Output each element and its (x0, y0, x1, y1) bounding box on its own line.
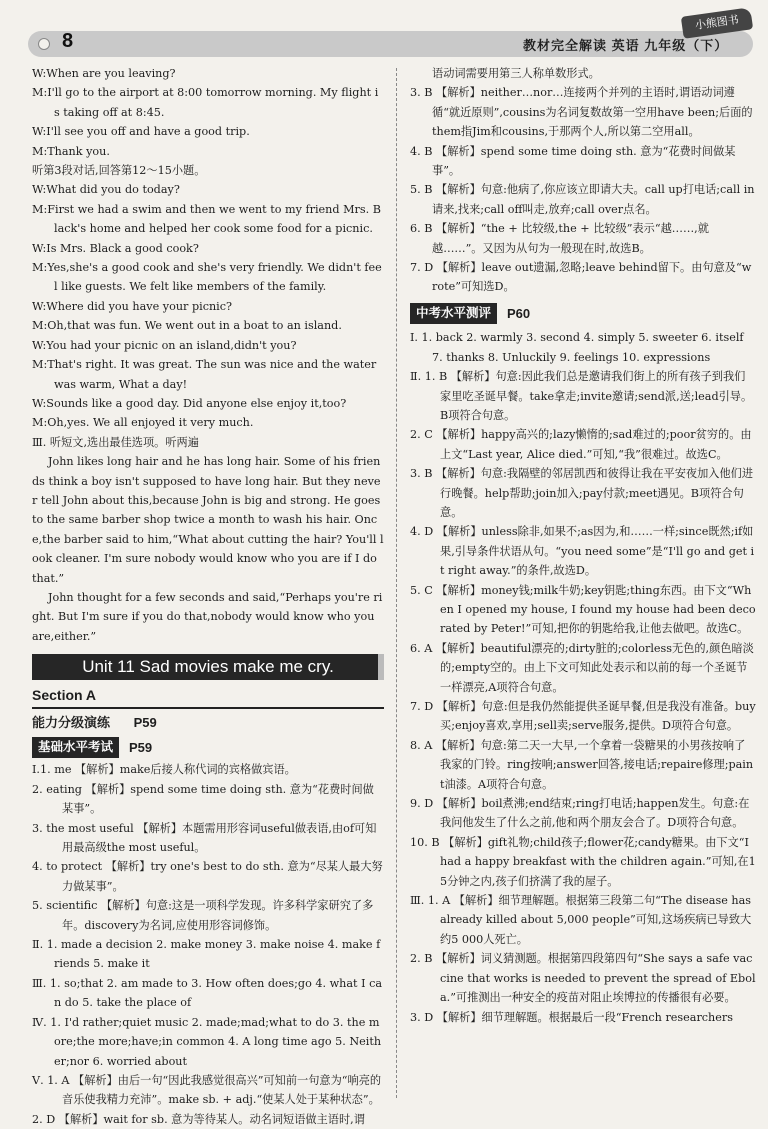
left-answers (32, 760, 384, 1129)
unit-banner: Unit 11 Sad movies make me cry. (32, 654, 384, 680)
basic-label: 基础水平考试 (32, 737, 119, 758)
section-title: Section A (32, 686, 384, 708)
listening-passage (32, 452, 384, 646)
dialog-line: W:When are you leaving? (32, 67, 176, 80)
answer-item: Ⅰ.1. me 【解析】make后接人称代词的宾格做宾语。 (32, 763, 296, 777)
dialog-line: M:Oh,that was fun. We went out in a boat to an island. (32, 319, 342, 333)
dialog-line: M:Thank you. (32, 144, 110, 158)
passage-paragraph: John thought for a few seconds and said,“Perhaps you're right. But I'm sure if you do that,nobody would know who you are,either.” (32, 590, 383, 643)
answer-item: 9. D 【解析】boil煮沸;end结束;ring打电话;happen发生。句意:在我问他发生了什么之前,他和两个朋友会合了。D项符合句意。 (410, 797, 750, 830)
dialog-2 (32, 64, 384, 161)
answer-item: Ⅳ. 1. I'd rather;quiet music 2. made;mad;what to do 3. the more;the more;have;in common 4. A long time ago 5. Neither;nor 6. worried about (32, 1015, 382, 1068)
book-title: 教材完全解读 英语 九年级（下） (523, 38, 729, 53)
answer-item: 2. C 【解析】happy高兴的;lazy懒惰的;sad难过的;poor贫穷的。由上文“Last year, Alice died.”可知,“我”很难过。故选C。 (410, 428, 752, 461)
test-heading (410, 301, 756, 326)
test-page: P60 (507, 305, 531, 321)
answer-item: 6. A 【解析】beautiful漂亮的;dirty脏的;colorless无色的,颜色暗淡的;empty空的。由上下文可知此处表示和以前的每一个圣诞节一样漂亮,A项符合句意。 (410, 641, 754, 694)
answer-item: 语动词需要用第三人称单数形式。 (432, 67, 600, 80)
answer-item: Ⅲ. 1. A 【解析】细节理解题。根据第三段第二句“The disease has already killed about 5,000 people”可知,这场疾病已导致大约5 000人死亡。 (410, 894, 752, 946)
answer-item: 10. B 【解析】gift礼物;child孩子;flower花;candy糖果。由下文“I had a happy breakfast with the children again.”可知,在15分钟之内,孩子们挤满了我的屋子。 (410, 835, 756, 888)
answer-item: 4. D 【解析】unless除非,如果不;as因为,和……一样;since既然;if如果,引导条件状语从句。“you need some”是“I'll go and get it right away.”的条件,故选D。 (410, 525, 755, 578)
answer-item: Ⅲ. 1. so;that 2. am made to 3. How often does;go 4. what I can do 5. take the place of (32, 976, 383, 1010)
ability-label: 能力分级演练 (32, 714, 111, 730)
answer-item: 3. D 【解析】细节理解题。根据最后一段“French researchers (410, 1010, 733, 1024)
dialog-line: W:Is Mrs. Black a good cook? (32, 241, 199, 255)
dialog-line: M:Oh,yes. We all enjoyed it very much. (32, 416, 254, 430)
basic-heading (32, 735, 384, 760)
basic-page: P59 (129, 740, 153, 755)
dialog-line: W:You had your picnic on an island,didn't you? (32, 338, 297, 352)
answer-item: 2. D 【解析】wait for sb. 意为等待某人。动名词短语做主语时,谓 (32, 1112, 365, 1126)
answer-item: Ⅱ. 1. made a decision 2. make money 3. make noise 4. make friends 5. make it (32, 938, 381, 971)
dialog-line: W:What did you do today? (32, 183, 180, 197)
dialog-line: W:Sounds like a good day. Did anyone else enjoy it,too? (32, 396, 347, 410)
test-label: 中考水平测评 (410, 303, 497, 324)
answer-item: 2. B 【解析】词义猜测题。根据第四段第四句“She says a safe vaccine that works is needed to prevent the spread of Ebola.”可推测出一种安全的疫苗对阻止埃博拉的传播很有必要。 (410, 952, 756, 1005)
answer-item: 8. A 【解析】句意:第二天一大早,一个拿着一袋糖果的小男孩按响了我家的门铃。ring按响;answer回答,接电话;repaire修理;paint油漆。A项符合句意。 (410, 738, 754, 791)
right-answers-top (410, 64, 756, 297)
column-divider (396, 68, 397, 1098)
answer-item: 5. scientific 【解析】句意:这是一项科学发现。许多科学家研究了多年。discovery为名词,应使用形容词修饰。 (32, 899, 374, 932)
page-number: 8 (62, 30, 74, 52)
dialog-line: W:I'll see you off and have a good trip. (32, 125, 250, 139)
answer-item: 7. D 【解析】leave out遗漏,忽略;leave behind留下。由句意及“wrote”可知选D。 (410, 261, 752, 294)
answer-item: Ⅰ. 1. back 2. warmly 3. second 4. simply 5. sweeter 6. itself 7. thanks 8. Unluckily 9. feelings 10. expressions (410, 331, 744, 364)
part-3-intro: Ⅲ. 听短文,选出最佳选项。听两遍 (32, 435, 199, 449)
answer-item: 3. the most useful 【解析】本题需用形容词useful做表语,由of可知用最高级the most useful。 (32, 821, 377, 855)
dialog-3-intro: 听第3段对话,回答第12～15小题。 (32, 164, 206, 178)
page-header (28, 13, 753, 60)
answer-item: 3. B 【解析】neither…nor…连接两个并列的主语时,谓语动词遵循“就近原则”,cousins为名词复数故第一空用have been;后面的them指Jim和cousins,于那两个人,所以第二空用all。 (410, 86, 753, 139)
answer-item: 3. B 【解析】句意:我隔壁的邻居凯西和彼得让我在平安夜加入他们进行晚餐。help帮助;join加入;pay付款;meet遇见。B项符合句意。 (410, 467, 754, 519)
dialog-line: W:Where did you have your picnic? (32, 299, 233, 313)
ability-heading (32, 713, 384, 732)
dialog-line: M:First we had a swim and then we went to my friend Mrs. Black's home and helped her cook some food for a picnic. (32, 202, 381, 236)
answer-item: Ⅴ. 1. A 【解析】由后一句“因此我感觉很高兴”可知前一句意为“响亮的音乐使我精力充沛”。make sb. + adj.“使某人处于某种状态”。 (32, 1073, 382, 1107)
passage-paragraph: John likes long hair and he has long hair. Some of his friends think a boy isn't supposed to have long hair. But they never tell John about this,because John is big and strong. He goes to the same barber shop twice a month to wash his hair. Once,the barber said to him,“What about cutting the hair? You'll look cleaner. I'm sure nobody would know who you are if I do that.” (32, 455, 384, 585)
right-answers-bottom (410, 328, 756, 1027)
binding-hole-icon (38, 38, 50, 50)
answer-item: Ⅱ. 1. B 【解析】句意:因此我们总是邀请我们街上的所有孩子到我们家里吃圣诞早餐。take拿走;invite邀请;send派,送;lead引导。B项符合句意。 (410, 370, 753, 422)
right-column (410, 64, 756, 1027)
dialog-line: M:Yes,she's a good cook and she's very friendly. We didn't feel like guests. We felt like members of the family. (32, 261, 382, 294)
answer-item: 4. to protect 【解析】try one's best to do sth. 意为“尽某人最大努力做某事”。 (32, 860, 383, 893)
publisher-logo: 小熊图书 (681, 7, 753, 39)
answer-item: 4. B 【解析】spend some time doing sth. 意为“花费时间做某事”。 (410, 144, 736, 178)
dialog-line: M:I'll go to the airport at 8:00 tomorrow morning. My flight is taking off at 8:45. (32, 86, 379, 119)
answer-item: 2. eating 【解析】spend some time doing sth. 意为“花费时间做某事”。 (32, 782, 374, 816)
answer-item: 6. B 【解析】“the + 比较级,the + 比较级”表示“越……,就越……”。又因为从句为一般现在时,故选B。 (410, 222, 709, 255)
left-column (32, 64, 384, 1129)
answer-item: 5. C 【解析】money钱;milk牛奶;key钥匙;thing东西。由下文“When I opened my house, I found my house had been decorated by Peter!”可知,把你的钥匙给我,让他去做吧。故选C。 (410, 583, 756, 636)
dialog-line: M:That's right. It was great. The sun was nice and the water was warm, What a day! (32, 358, 377, 391)
dialog-3 (32, 180, 384, 432)
answer-item: 5. B 【解析】句意:他病了,你应该立即请大夫。call up打电话;call in请来,找来;call off叫走,放弃;call over点名。 (410, 183, 755, 216)
answer-item: 7. D 【解析】句意:但是我仍然能提供圣诞早餐,但是我没有准备。buy买;enjoy喜欢,享用;sell卖;serve服务,提供。D项符合句意。 (410, 700, 756, 733)
ability-page: P59 (133, 714, 157, 730)
